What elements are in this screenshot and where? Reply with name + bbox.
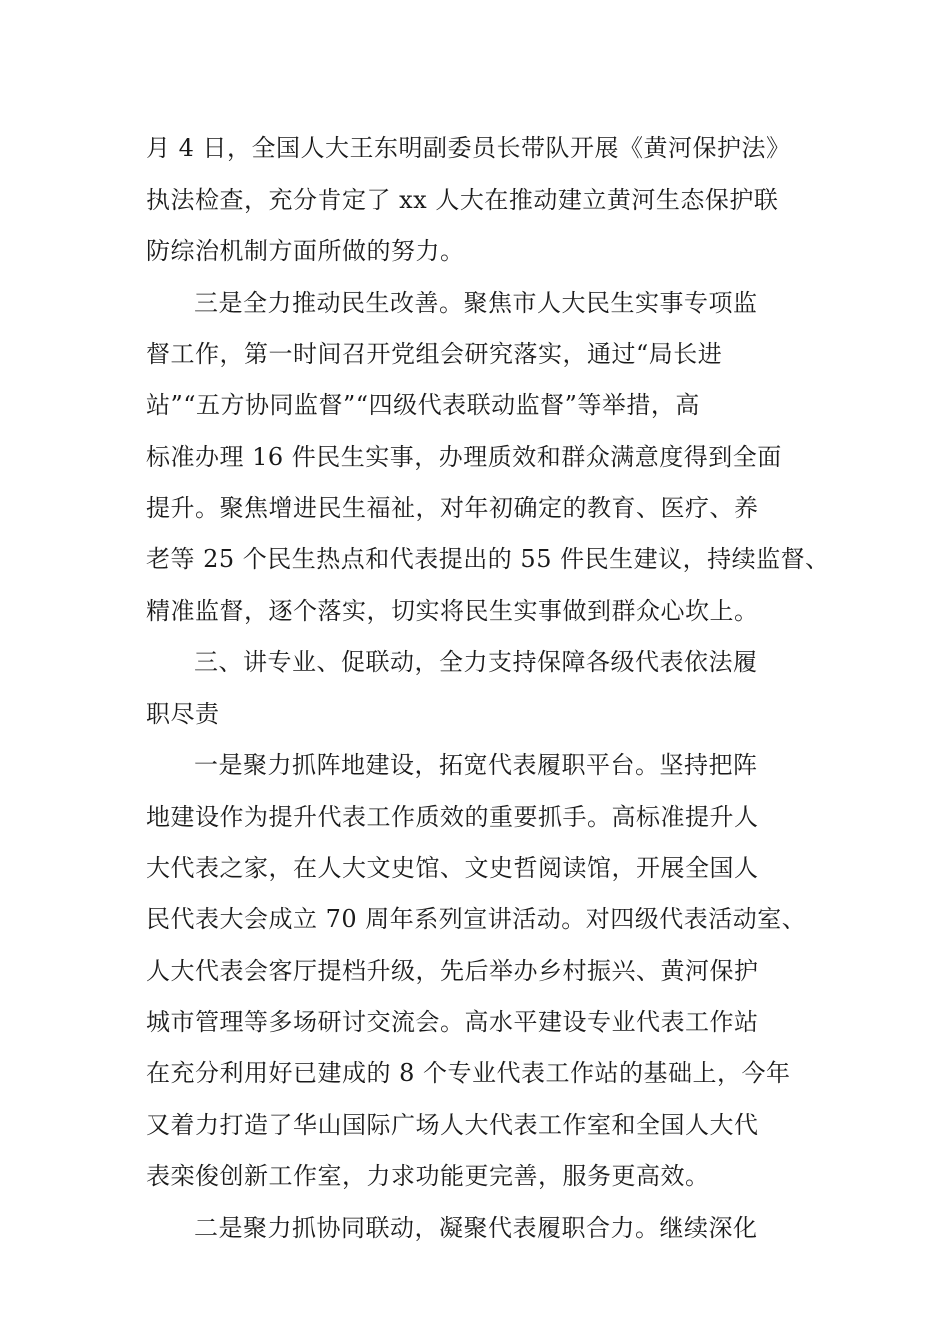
text-line-7: 标准办理 16 件民生实事，办理质效和群众满意度得到全面 <box>146 443 782 471</box>
text-line-4: 三是全力推动民生改善。聚焦市人大民生实事专项监 <box>194 289 758 317</box>
text-line-22: 二是聚力抓协同联动，凝聚代表履职合力。继续深化 <box>194 1214 758 1242</box>
text-line-5: 督工作，第一时间召开党组会研究落实，通过“局长进 <box>146 340 723 368</box>
text-line-16: 民代表大会成立 70 周年系列宣讲活动。对四级代表活动室、 <box>146 905 807 933</box>
text-line-14: 地建设作为提升代表工作质效的重要抓手。高标准提升人 <box>146 803 759 831</box>
text-line-18: 城市管理等多场研讨交流会。高水平建设专业代表工作站 <box>146 1008 759 1036</box>
text-line-8: 提升。聚焦增进民生福祉，对年初确定的教育、医疗、养 <box>146 494 759 522</box>
text-line-6: 站”“五方协同监督”“四级代表联动监督”等举措，高 <box>146 391 700 419</box>
text-line-21: 表栾俊创新工作室，力求功能更完善，服务更高效。 <box>146 1162 710 1190</box>
text-line-3: 防综治机制方面所做的努力。 <box>146 237 465 265</box>
text-line-15: 大代表之家，在人大文史馆、文史哲阅读馆，开展全国人 <box>146 854 759 882</box>
section-heading-line-2: 职尽责 <box>146 700 220 728</box>
text-line-20: 又着力打造了华山国际广场人大代表工作室和全国人大代 <box>146 1111 759 1139</box>
text-line-9: 老等 25 个民生热点和代表提出的 55 件民生建议，持续监督、 <box>146 545 830 573</box>
section-heading-line-1: 三、讲专业、促联动，全力支持保障各级代表依法履 <box>194 648 758 676</box>
text-line-2: 执法检查，充分肯定了 xx 人大在推动建立黄河生态保护联 <box>146 186 779 214</box>
text-line-13: 一是聚力抓阵地建设，拓宽代表履职平台。坚持把阵 <box>194 751 758 779</box>
text-line-17: 人大代表会客厅提档升级，先后举办乡村振兴、黄河保护 <box>146 957 759 985</box>
text-line-10: 精准监督，逐个落实，切实将民生实事做到群众心坎上。 <box>146 597 759 625</box>
text-line-1: 月 4 日，全国人大王东明副委员长带队开展《黄河保护法》 <box>146 134 791 162</box>
text-line-19: 在充分利用好已建成的 8 个专业代表工作站的基础上，今年 <box>146 1059 791 1087</box>
